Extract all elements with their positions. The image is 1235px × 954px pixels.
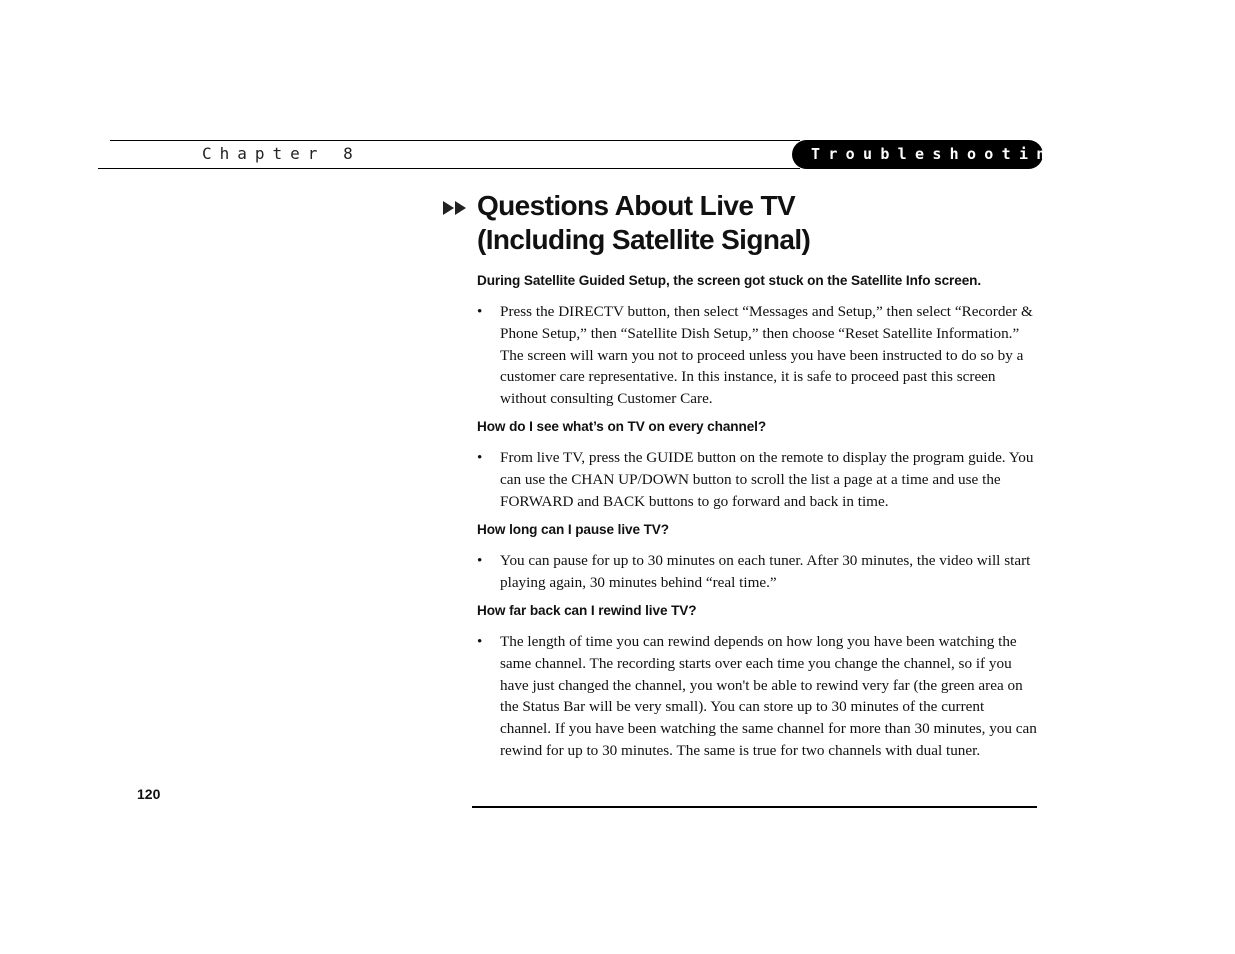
page-title <box>477 189 1037 257</box>
section-tab: Troubleshooting <box>792 140 1043 169</box>
answer-item <box>477 550 1039 594</box>
chapter-label: Chapter 8 <box>202 144 361 163</box>
header-rule-top <box>110 140 800 141</box>
question-heading: How long can I pause live TV? <box>477 522 669 537</box>
answer-text: You can pause for up to 30 minutes on each tuner. After 30 minutes, the video will start playing again, 30 minutes behind “real time.” <box>500 552 1031 591</box>
page-number: 120 <box>137 786 161 802</box>
answer-item <box>477 631 1039 762</box>
question-heading: During Satellite Guided Setup, the screen got stuck on the Satellite Info screen. <box>477 273 982 288</box>
answer-item <box>477 301 1039 410</box>
fast-forward-icon <box>443 200 467 216</box>
answer-text: From live TV, press the GUIDE button on the remote to display the program guide. You can use the CHAN UP/DOWN button to scroll the list a page at a time and use the FORWARD and BACK buttons to go forward and back in time. <box>500 449 1034 510</box>
answer-text: Press the DIRECTV button, then select “Messages and Setup,” then select “Recorder & Phone Setup,” then “Satellite Dish Setup,” then choose “Reset Satellite Information.” The screen will warn you not to proceed unless you have been instructed to do so by a customer care representative. In this instance, it is safe to proceed past this screen without consulting Customer Care. <box>500 303 1033 408</box>
question-heading: How far back can I rewind live TV? <box>477 603 697 618</box>
answer-text: The length of time you can rewind depends on how long you have been watching the same channel. The recording starts over each time you change the channel, so if you have just changed the channel, you won't be able to rewind very far (the green area on the Status Bar will be very small). You can store up to 30 minutes of the current channel. If you have been watching the same channel for more than 30 minutes, you can rewind for up to 30 minutes. The same is true for two channels with dual tuner. <box>500 633 1037 759</box>
header-rule-bottom <box>98 168 800 169</box>
question-heading: How do I see what’s on TV on every channel? <box>477 419 767 434</box>
page-title-line-2: (Including Satellite Signal) <box>477 224 811 255</box>
page-title-line-1: Questions About Live TV <box>477 190 796 221</box>
answer-item <box>477 447 1039 512</box>
bullet: • <box>477 633 483 650</box>
bullet: • <box>477 449 483 466</box>
bullet: • <box>477 552 483 569</box>
footer-rule <box>472 806 1037 808</box>
bullet: • <box>477 303 483 320</box>
